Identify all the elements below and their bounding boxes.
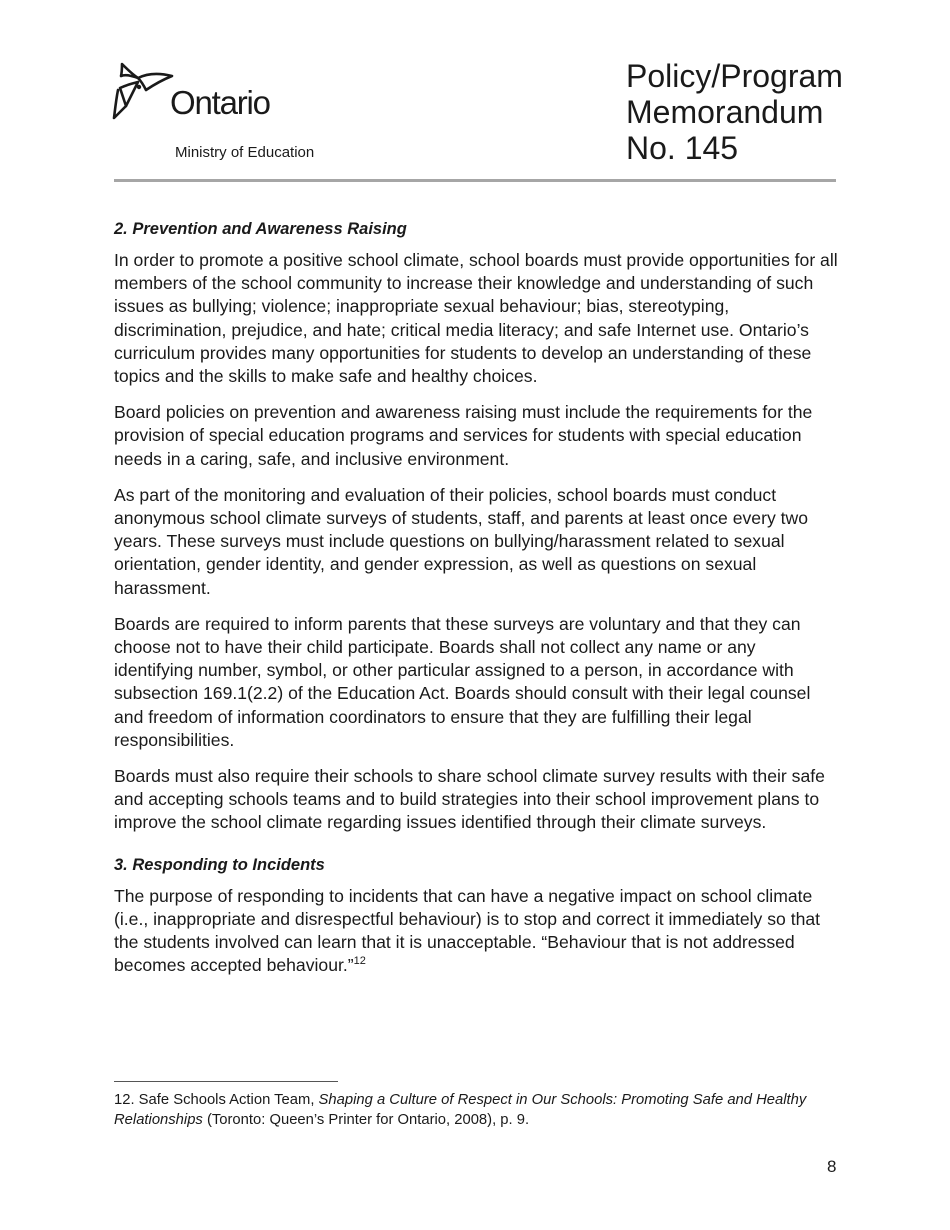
memo-title-line: Memorandum bbox=[626, 94, 824, 130]
trillium-icon bbox=[112, 60, 174, 122]
memo-title-line: Policy/Program bbox=[626, 58, 843, 94]
footnote-title: Shaping a Culture of Respect in Our Schools: Promoting Safe and Healthy Relationships bbox=[114, 1092, 807, 1128]
paragraph: Board policies on prevention and awareness raising must include the requirements for the provision of special education programs and services for students with special education needs in a caring, safe, and inclusive environment. bbox=[114, 402, 813, 469]
header-divider bbox=[114, 179, 836, 182]
footnote bbox=[114, 1091, 838, 1130]
memo-title bbox=[626, 58, 843, 166]
paragraph: As part of the monitoring and evaluation of their policies, school boards must conduct anonymous school climate surveys of students, staff, and parents at least once every two years. These surveys must include questions on bullying/harassment related to sexual orientation, gender identity, and gender expression, as well as questions on sexual harassment. bbox=[114, 484, 809, 598]
paragraph bbox=[114, 885, 838, 978]
logo-wordmark: Ontario bbox=[170, 84, 270, 121]
paragraph-text: The purpose of responding to incidents that can have a negative impact on school climate (i.e., inappropriate and disrespectful behaviour) is to stop and correct it immediately so that the students involved can learn that it is unacceptable. “Behaviour that is not addressed becomes accepted behaviour.” bbox=[114, 885, 821, 976]
page-number: 8 bbox=[827, 1157, 837, 1176]
document-body bbox=[114, 219, 838, 990]
section-heading: 2. Prevention and Awareness Raising bbox=[114, 220, 407, 238]
footnote-divider bbox=[114, 1081, 338, 1082]
paragraph: Boards must also require their schools to share school climate survey results with their safe and accepting schools teams and to build strategies into their school improvement plans to improve the school climate regarding issues identified through their climate surveys. bbox=[114, 766, 825, 833]
paragraph: Boards are required to inform parents that these surveys are voluntary and that they can choose not to have their child participate. Boards shall not collect any name or any identifying number, symbol, or other particular assigned to a person, in accordance with subsection 169.1(2.2) of the Education Act. Boards should consult with their legal counsel and freedom of information coordinators to ensure that they are fulfilling their legal responsibilities. bbox=[114, 613, 811, 750]
footnote-tail: (Toronto: Queen’s Printer for Ontario, 2008), p. 9. bbox=[202, 1111, 530, 1128]
memo-title-line: No. 145 bbox=[626, 130, 739, 166]
paragraph: In order to promote a positive school climate, school boards must provide opportunities for all members of the school community to increase their knowledge and understanding of such issues as bullying; violence; inappropriate sexual behaviour; bias, stereotyping, discrimination, prejudice, and hate; critical media literacy; and safe Internet use. Ontario’s curriculum provides many opportunities for students to develop an understanding of these topics and the skills to make safe and healthy choices. bbox=[114, 250, 838, 387]
section-heading: 3. Responding to Incidents bbox=[114, 855, 325, 874]
footnote-reference[interactable]: 12 bbox=[353, 955, 366, 968]
ministry-name: Ministry of Education bbox=[175, 144, 315, 161]
footnote-lead: 12. Safe Schools Action Team, bbox=[114, 1092, 319, 1108]
